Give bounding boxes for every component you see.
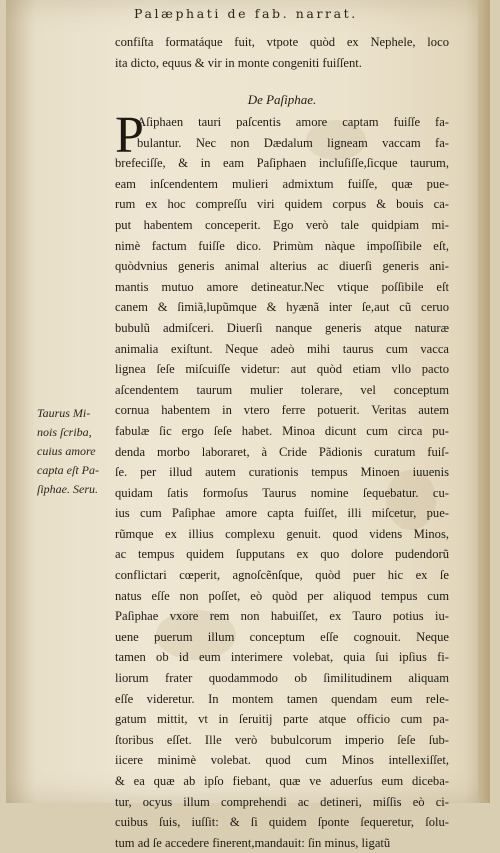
margin-note-line: nois ſcriba, <box>37 425 92 439</box>
text-line: quòdvnius generis animal alterius ac diuerſi generis ani- <box>115 259 449 274</box>
text-line: rũmque ex illius complexu genuit. quod videns Minos, <box>115 526 449 541</box>
text-line: & ea quæ ab ipſo fiebant, quæ ve aduerſus eum diceba- <box>115 774 449 788</box>
text-line: aſcendentem taurum mulier tolerare, vel conceptum <box>115 382 449 397</box>
paragraph <box>115 107 449 853</box>
text-line: nimè factum fuiſſe dico. Primùm nàque impoſſibile eſt, <box>115 238 449 253</box>
margin-note <box>37 404 113 499</box>
drop-cap: P <box>115 107 144 164</box>
text-line: eam inſcendentem mulieri admixtum fuiſſe, quæ pue- <box>115 176 449 191</box>
text-line: quidam ſatis formoſus Taurus nomine ſequebatur. cu- <box>115 485 449 500</box>
text-line: bubulũ admiſceri. Diuerſi nanque generis atque naturæ <box>115 320 449 335</box>
text-line: Paſiphae vxore rem non habuiſſet, ex Tauro potius iu- <box>115 609 449 624</box>
text-line: tum ad ſe accedere finerent,mandauit: ſin minus, ligatũ <box>115 835 391 850</box>
body-text <box>115 32 449 850</box>
book-page <box>6 0 490 850</box>
text-line: uene puerum illum conceptum eſſe cognouit. Neque <box>115 629 449 644</box>
text-line: ac tempus quidem ſupputans ex quo dolore pudendorũ <box>115 547 449 562</box>
text-line: animalia exiſtunt. Neque adeò mihi taurus cum vacca <box>115 341 449 356</box>
text-line: natus eſſe non poſſet, eò quòd per aliquod tempus cum <box>115 588 449 603</box>
text-line: lignea ſeſe miſcuiſſe videtur: aut quòd etiam vllo pacto <box>115 362 449 377</box>
paragraph-lines <box>115 107 449 853</box>
text-line: ſe. per illud autem curationis tempus Minoen iuuenis <box>115 465 449 480</box>
text-line: confiſta formatáque fuit, vtpote quòd ex Nephele, loco <box>115 35 449 49</box>
margin-note-line: cuius amore <box>37 444 96 458</box>
margin-note-line: capta eſt Pa- <box>37 463 99 477</box>
text-line: fabulæ ſic ergo ſeſe habet. Minoa dicunt cum circa pu- <box>115 423 449 438</box>
running-head: Palæphati de fab. narrat. <box>134 6 358 21</box>
text-line: eſſe videretur. In montem tamen quendam eum rele- <box>115 691 449 706</box>
text-line: ius cum Paſiphae amore capta fuiſſet, illi miſcetur, pue- <box>115 506 449 521</box>
text-line: gatum mittit, vt in ſeruitij parte atque officio cum pa- <box>115 712 449 727</box>
text-line: mantis mutuo amore detineatur.Nec vtique poſſibile eſt <box>115 279 449 294</box>
margin-note-line: Taurus Mi- <box>37 406 91 420</box>
text-line: ſtoribus eſſet. Ille verò bubulcorum imperio ſeſe ſub- <box>115 732 449 747</box>
margin-note-line: ſiphae. Seru. <box>37 482 98 496</box>
text-line: denda morbo laboraret, à Cride Pãdionis curatum fuiſ- <box>115 444 449 459</box>
text-line: iicere minimè volebat. quod cum Minos intellexiſſet, <box>115 753 449 768</box>
text-line: ita dicto, equus & vir in monte congeniti fuiſſent. <box>115 55 362 70</box>
text-line: tur, ocyus illum comprehendi ac detineri, miſſis eò ci- <box>115 794 449 809</box>
text-line: bulantur. Nec non Dædalum ligneam vaccam fa- <box>137 135 449 150</box>
top-lines <box>115 32 449 73</box>
text-line: liorum frater quodammodo ob ſimilitudinem aliquam <box>115 671 449 686</box>
text-line: canem & ſimiã,lupũmque & hyænã inter ſe,aut cũ ceruo <box>115 300 449 315</box>
page-edge <box>478 0 490 803</box>
text-line: Aſiphaen tauri paſcentis amore captam fuiſſe fa- <box>137 115 449 129</box>
text-line: rum ex hoc compreſſu viri quidem corpus & bouis ca- <box>115 197 449 212</box>
text-line: cornua habentem in vtero ferre potuerit. Veritas autem <box>115 403 449 418</box>
text-line: conflictari cœperit, agnoſcẽnſque, quòd puer hic ex ſe <box>115 568 449 583</box>
text-line: brefeciſſe, & in eam Paſiphaen incluſiſſe,ſicque taurum, <box>115 156 449 171</box>
text-line: put habentem conceperit. Ego verò tale quidpiam mi- <box>115 217 449 232</box>
text-line: cuibus ſuis, iuſſit: & ſi quidem ſponte ſequeretur, ſolu- <box>115 815 449 830</box>
section-heading: De Paſiphae. <box>247 92 317 107</box>
text-line: tamen ob id eum interimere volebat, quia ſui ipſius fi- <box>115 650 449 665</box>
